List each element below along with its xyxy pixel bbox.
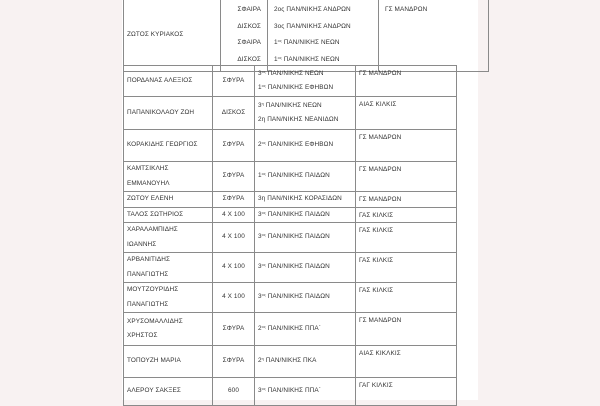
event-text: ΣΦΑΙΡΑ — [237, 39, 261, 46]
placement-suffix: ος — [261, 387, 266, 392]
club-text: ΓΣ ΜΑΝΔΡΩΝ — [359, 70, 402, 77]
table-row — [124, 283, 457, 313]
table-row — [124, 223, 457, 253]
placement-cell — [268, 0, 379, 72]
placement-desc: ΠΑΝ/ΝΙΚΗΣ ΝΕΩΝ — [281, 39, 340, 46]
event-text: 4 Χ 100 — [222, 233, 245, 241]
event-cell — [213, 223, 255, 253]
event-cell — [221, 0, 268, 72]
placement-text — [258, 99, 352, 114]
placement-suffix: ος — [261, 210, 266, 215]
table-row — [124, 346, 457, 378]
athlete-name — [124, 162, 213, 192]
placement-cell — [255, 253, 356, 283]
name-text: ΧΡΥΣΟΜΑΛΛΙΔΗΣ — [127, 317, 183, 325]
placement-text — [258, 138, 352, 153]
table-row — [124, 207, 457, 223]
club-cell — [356, 253, 457, 283]
placement-desc: ΠΑΝ/ΝΙΚΗΣ ΝΕΩΝ — [265, 69, 324, 77]
club-cell — [356, 346, 457, 378]
placement-rank: 1 — [258, 172, 262, 180]
name-text: ΠΑΠΑΝΙΚΟΛΑΟΥ ΖΩΗ — [127, 108, 195, 116]
placement-suffix: η — [261, 357, 264, 362]
event-cell — [213, 97, 255, 130]
club-cell — [356, 162, 457, 192]
placement-suffix: ος — [277, 55, 282, 60]
club-text: ΓΣ ΜΑΝΔΡΩΝ — [385, 6, 428, 13]
event-text: ΣΦΑΙΡΑ — [237, 6, 261, 13]
event-cell — [213, 378, 255, 406]
athlete-name — [124, 66, 213, 97]
event-text: ΣΦΥΡΑ — [222, 172, 245, 180]
placement-text — [258, 384, 352, 399]
placement-suffix: ος — [261, 233, 266, 238]
placement-cell — [255, 207, 356, 223]
name-text: ΤΟΠΟΥΖΗ ΜΑΡΙΑ — [127, 357, 181, 365]
event-text: 4 Χ 100 — [222, 263, 245, 271]
event-text: ΣΦΥΡΑ — [222, 324, 245, 332]
athlete-name — [124, 97, 213, 130]
athlete-name — [124, 378, 213, 406]
placement-rank: 3 — [258, 233, 262, 241]
placement-desc: ΠΑΝ/ΝΙΚΗΣ ΠΑΙΔΩΝ — [265, 172, 330, 180]
name-text: ΑΛΕΡΟΥ ΣΑΚΞΕΣ — [127, 387, 181, 395]
club-text: ΓΑΣ ΚΙΛΚΙΣ — [359, 287, 394, 294]
placement-desc: ΠΑΝ/ΝΙΚΗΣ ΚΟΡΑΣΙΔΩΝ — [265, 195, 342, 202]
club-cell — [356, 283, 457, 313]
placement-text — [274, 2, 375, 19]
placement-desc: ΠΑΝ/ΝΙΚΗΣ ΠΚΑ — [263, 357, 317, 365]
placement-suffix: ος — [261, 141, 266, 146]
placement-rank: 3 — [258, 263, 262, 271]
placement-suffix: ος — [261, 263, 266, 268]
name-text: ΚΑΜΤΣΙΚΛΗΣ — [127, 165, 169, 172]
event-cell — [213, 283, 255, 313]
club-text: ΓΑΣ ΚΙΛΚΙΣ — [359, 211, 394, 219]
name-text: ΧΑΡΑΛΑΜΠΙΔΗΣ — [127, 226, 178, 233]
athlete-table-top — [123, 0, 489, 72]
placement-rank: 3 — [258, 101, 262, 109]
placement-text — [258, 192, 352, 207]
event-text: 4 Χ 100 — [222, 210, 245, 218]
placement-desc: ΠΑΝ/ΝΙΚΗΣ ΠΑΙΔΩΝ — [265, 210, 330, 218]
placement-rank: 3 — [258, 293, 262, 301]
name-text: ΜΟΥΤΖΟΥΡΙΔΗΣ — [127, 286, 179, 293]
placement-desc: ΠΑΝ/ΝΙΚΗΣ ΠΑΙΔΩΝ — [265, 293, 330, 301]
event-text: 600 — [228, 387, 239, 395]
placement-rank: 2 — [258, 141, 262, 149]
placement-suffix: ος — [261, 324, 266, 329]
placement-desc: ΠΑΝ/ΝΙΚΗΣ ΠΠΑ΄ — [265, 324, 321, 332]
placement-desc: ΠΑΝ/ΝΙΚΗΣ ΠΠΑ΄ — [265, 387, 321, 395]
placement-text — [258, 230, 352, 245]
placement-rank: 3ος — [274, 22, 285, 30]
athlete-table — [123, 65, 457, 406]
placement-rank: 1 — [274, 55, 278, 63]
placement-rank: 1 — [274, 39, 278, 46]
event-text: 4 Χ 100 — [222, 293, 245, 301]
placement-desc: ΠΑΝ/ΝΙΚΗΣ ΕΦΗΒΩΝ — [265, 84, 334, 91]
placement-cell — [255, 192, 356, 208]
name-text: ΠΑΝΑΓΙΩΤΗΣ — [127, 270, 169, 278]
placement-text — [258, 113, 352, 128]
placement-text — [258, 208, 352, 223]
event-cell — [213, 130, 255, 162]
club-text: ΓΣ ΜΑΝΔΡΩΝ — [359, 317, 402, 324]
name-text: ΚΟΡΑΚΙΔΗΣ ΓΕΩΡΓΙΟΣ — [127, 141, 198, 149]
placement-suffix: ος — [261, 69, 266, 74]
club-text: ΓΑΓ ΚΙΛΚΙΣ — [359, 382, 393, 389]
athlete-name — [124, 283, 213, 313]
placement-rank: 3η — [258, 195, 266, 202]
placement-cell — [255, 378, 356, 406]
name-text: ΖΩΤΟΣ ΚΥΡΙΑΚΟΣ — [127, 30, 184, 38]
placement-cell — [255, 66, 356, 97]
club-text: ΓΣ ΜΑΝΔΡΩΝ — [359, 134, 402, 141]
event-cell — [213, 253, 255, 283]
athlete-name — [124, 223, 213, 253]
event-text: ΣΦΥΡΑ — [222, 141, 245, 149]
placement-rank: 3 — [258, 387, 262, 395]
placement-desc: ΠΑΝ/ΝΙΚΗΣ ΝΕΩΝ — [281, 55, 340, 63]
event-cell — [213, 192, 255, 208]
table-row — [124, 253, 457, 283]
event-cell — [213, 162, 255, 192]
placement-text — [258, 67, 352, 82]
table-row — [124, 313, 457, 346]
club-cell — [356, 378, 457, 406]
event-text: ΣΦΥΡΑ — [222, 195, 245, 202]
name-text: ΑΡΒΑΝΙΤΙΔΗΣ — [127, 256, 171, 263]
placement-suffix: ος — [261, 172, 266, 177]
placement-desc: ΠΑΝ/ΝΙΚΗΣ ΝΕΩΝ — [263, 101, 322, 109]
placement-text — [258, 354, 352, 369]
name-text: ΙΩΑΝΝΗΣ — [127, 240, 157, 248]
club-text: ΓΣ ΜΑΝΔΡΩΝ — [359, 166, 402, 173]
placement-rank: 2 — [258, 324, 262, 332]
placement-rank: 2ος — [274, 6, 285, 13]
table-row — [124, 162, 457, 192]
club-cell — [356, 130, 457, 162]
club-text: ΑΙΑΣ ΚΙΚΛΚΙΣ — [359, 350, 401, 357]
table-row — [124, 192, 457, 208]
placement-text — [258, 322, 352, 337]
club-cell — [356, 207, 457, 223]
club-cell — [356, 192, 457, 208]
event-text: ΔΙΣΚΟΣ — [221, 108, 246, 116]
placement-suffix: η — [261, 101, 264, 106]
name-text: ΖΩΤΟΥ ΕΛΕΝΗ — [127, 195, 174, 202]
event-cell — [213, 346, 255, 378]
placement-rank: 2 — [258, 357, 262, 365]
event-text: ΣΦΥΡΑ — [222, 76, 245, 84]
placement-text — [258, 260, 352, 275]
placement-text — [258, 81, 352, 96]
event-cell — [213, 313, 255, 346]
club-text: ΑΙΑΣ ΚΙΛΚΙΣ — [359, 101, 397, 108]
placement-desc: ΠΑΝ/ΝΙΚΗΣ ΑΝΔΡΩΝ — [284, 22, 351, 30]
placement-suffix: ος — [261, 293, 266, 298]
event-text: ΣΦΥΡΑ — [222, 357, 245, 365]
club-cell — [356, 313, 457, 346]
placement-cell — [255, 223, 356, 253]
placement-text — [258, 290, 352, 305]
placement-cell — [255, 346, 356, 378]
placement-rank: 3 — [258, 210, 262, 218]
placement-desc: ΠΑΝ/ΝΙΚΗΣ ΝΕΑΝΙΔΩΝ — [265, 116, 339, 123]
event-cell — [213, 66, 255, 97]
table-row — [124, 378, 457, 406]
placement-cell — [255, 313, 356, 346]
table-row — [124, 0, 489, 72]
athlete-name — [124, 253, 213, 283]
athlete-name — [124, 192, 213, 208]
placement-desc: ΠΑΝ/ΝΙΚΗΣ ΠΑΙΔΩΝ — [265, 263, 330, 271]
name-text: ΕΜΜΑΝΟΥΗΛ — [127, 179, 170, 187]
placement-cell — [255, 97, 356, 130]
placement-desc: ΠΑΝ/ΝΙΚΗΣ ΠΑΙΔΩΝ — [265, 233, 330, 241]
name-text: ΠΑΝΑΓΙΩΤΗΣ — [127, 300, 169, 308]
athlete-name — [124, 130, 213, 162]
placement-cell — [255, 162, 356, 192]
table-row — [124, 97, 457, 130]
table-row — [124, 130, 457, 162]
placement-suffix: ος — [261, 84, 266, 88]
event-text: ΔΙΣΚΟΣ — [237, 22, 261, 30]
table-row — [124, 66, 457, 97]
athlete-name — [124, 207, 213, 223]
club-cell — [356, 97, 457, 130]
placement-rank: 3 — [258, 69, 262, 77]
name-text: ΧΡΗΣΤΟΣ — [127, 332, 158, 339]
club-text: ΓΑΣ ΚΙΛΚΙΣ — [359, 257, 394, 264]
name-text: ΤΑΛΟΣ ΣΩΤΗΡΙΟΣ — [127, 210, 184, 218]
placement-cell — [255, 283, 356, 313]
club-cell — [356, 223, 457, 253]
placement-text — [258, 169, 352, 184]
placement-text — [274, 35, 375, 52]
event-cell — [213, 207, 255, 223]
club-cell — [379, 0, 489, 72]
athlete-name — [124, 313, 213, 346]
name-text: ΠΟΡΔΑΝΑΣ ΑΛΕΞΙΟΣ — [127, 76, 193, 84]
club-text: ΓΣ ΜΑΝΔΡΩΝ — [359, 196, 402, 203]
placement-cell — [255, 130, 356, 162]
athlete-name — [124, 0, 221, 72]
placement-suffix: ος — [277, 39, 282, 43]
placement-desc: ΠΑΝ/ΝΙΚΗΣ ΕΦΗΒΩΝ — [265, 141, 334, 149]
placement-rank: 1 — [258, 84, 262, 91]
club-cell — [356, 66, 457, 97]
club-text: ΓΑΣ ΚΙΛΚΙΣ — [359, 227, 394, 234]
event-text: ΔΙΣΚΟΣ — [237, 55, 261, 63]
placement-rank: 2η — [258, 116, 266, 123]
athlete-name — [124, 346, 213, 378]
placement-text — [274, 19, 375, 36]
placement-desc: ΠΑΝ/ΝΙΚΗΣ ΑΝΔΡΩΝ — [284, 6, 351, 13]
